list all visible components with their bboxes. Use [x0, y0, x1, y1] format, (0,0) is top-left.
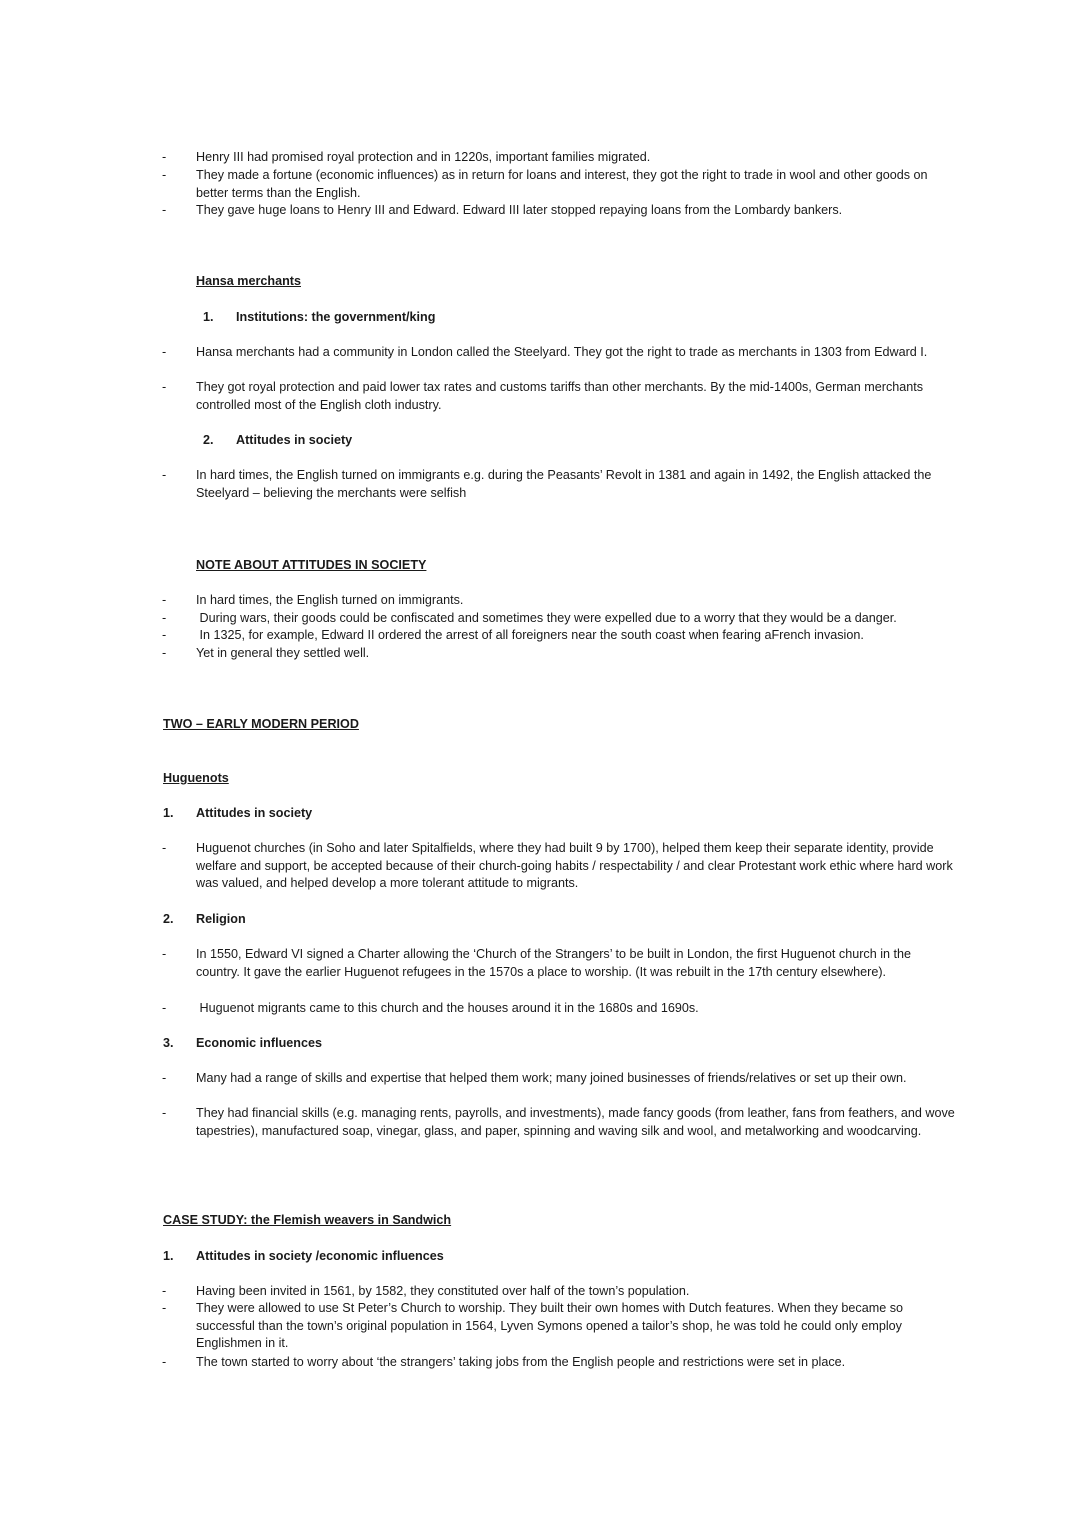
subheading-number: 3. — [163, 1036, 174, 1050]
bullet-dash: - — [162, 947, 167, 961]
list-item-text: Many had a range of skills and expertise that helped them work; many joined businesses of friends/relatives or set up their own. — [196, 1071, 907, 1085]
subheading-number: 1. — [163, 806, 174, 820]
subheading-label: Institutions: the government/king — [236, 310, 436, 324]
subheading-label: Attitudes in society — [236, 433, 353, 447]
section-heading-note: NOTE ABOUT ATTITUDES IN SOCIETY — [196, 558, 427, 572]
list-item-text: They had financial skills (e.g. managing rents, payrolls, and investments), made fancy goods (from leather, fans from feathers, and wove tapestries), manufactured soap, vinegar, glass, and paper, spinning and waving silk and wool, and metalworking and woodcarving. — [196, 1106, 955, 1138]
list-item-text: In hard times, the English turned on immigrants e.g. during the Peasants’ Revolt in 1381 and again in 1492, the English attacked the Steelyard – believing the merchants were selfish — [196, 468, 932, 500]
section-heading-case-study: CASE STUDY: the Flemish weavers in Sandwich — [163, 1213, 452, 1227]
bullet-dash: - — [162, 1106, 167, 1120]
bullet-dash: - — [162, 611, 167, 625]
bullet-dash: - — [162, 841, 167, 855]
list-item-text: They gave huge loans to Henry III and Edward. Edward III later stopped repaying loans from the Lombardy bankers. — [196, 203, 843, 217]
bullet-dash: - — [162, 1284, 167, 1298]
bullet-dash: - — [162, 646, 167, 660]
subheading-label: Economic influences — [196, 1036, 322, 1050]
list-item-text: Hansa merchants had a community in London called the Steelyard. They got the right to trade as merchants in 1303 from Edward I. — [196, 345, 928, 359]
list-item-text: Having been invited in 1561, by 1582, they constituted over half of the town’s population. — [196, 1284, 690, 1298]
bullet-dash: - — [162, 168, 167, 182]
list-item-text: During wars, their goods could be confiscated and sometimes they were expelled due to a worry that they would be a danger. — [196, 611, 897, 625]
subheading-label: Attitudes in society — [196, 806, 313, 820]
bullet-dash: - — [162, 593, 167, 607]
section-heading-hansa: Hansa merchants — [196, 274, 301, 288]
section-heading-early-modern: TWO – EARLY MODERN PERIOD — [163, 717, 359, 731]
list-item-text: In hard times, the English turned on immigrants. — [196, 593, 464, 607]
subheading-number: 2. — [203, 433, 214, 447]
subheading-number: 1. — [203, 310, 214, 324]
subheading-label: Attitudes in society /economic influences — [196, 1249, 444, 1263]
subheading-label: Religion — [196, 912, 246, 926]
bullet-dash: - — [162, 468, 167, 482]
bullet-dash: - — [162, 203, 167, 217]
subheading-number: 2. — [163, 912, 174, 926]
list-item-text: In 1325, for example, Edward II ordered the arrest of all foreigners near the south coast when fearing aFrench invasion. — [196, 628, 864, 642]
bullet-dash: - — [162, 1001, 167, 1015]
section-heading-huguenots: Huguenots — [163, 771, 229, 785]
bullet-dash: - — [162, 1355, 167, 1369]
list-item-text: Huguenot migrants came to this church and the houses around it in the 1680s and 1690s. — [196, 1001, 699, 1015]
bullet-dash: - — [162, 1071, 167, 1085]
list-item-text: In 1550, Edward VI signed a Charter allowing the ‘Church of the Strangers’ to be built in London, the first Huguenot church in the country. It gave the earlier Huguenot refugees in the 1570s a place to worship. (It was rebuilt in the 17th century elsewhere). — [196, 947, 912, 979]
bullet-dash: - — [162, 1301, 167, 1315]
list-item-text: They got royal protection and paid lower tax rates and customs tariffs than other merchants. By the mid-1400s, German merchants controlled most of the English cloth industry. — [196, 380, 924, 412]
subheading-number: 1. — [163, 1249, 174, 1263]
bullet-dash: - — [162, 345, 167, 359]
list-item-text: They were allowed to use St Peter’s Church to worship. They built their own homes with Dutch features. When they became so successful than the town’s original population in 1564, Lyven Symons opened a tailor’s shop, he was told he could only employ Englishmen in it. — [196, 1301, 903, 1351]
bullet-dash: - — [162, 628, 167, 642]
bullet-dash: - — [162, 380, 167, 394]
list-item-text: The town started to worry about ‘the strangers’ taking jobs from the English people and restrictions were set in place. — [196, 1355, 846, 1369]
list-item-text: Henry III had promised royal protection and in 1220s, important families migrated. — [196, 150, 651, 164]
bullet-dash: - — [162, 150, 167, 164]
list-item-text: Yet in general they settled well. — [196, 646, 370, 660]
list-item-text: Huguenot churches (in Soho and later Spitalfields, where they had built 9 by 1700), helped them keep their separate identity, provide welfare and support, be accepted because of their church-going habits / respectability / and clear Protestant work ethic where hard work was valued, and helped develop a more tolerant attitude to migrants. — [196, 841, 953, 891]
list-item-text: They made a fortune (economic influences) as in return for loans and interest, they got the right to trade in wool and other goods on better terms than the English. — [196, 168, 928, 200]
